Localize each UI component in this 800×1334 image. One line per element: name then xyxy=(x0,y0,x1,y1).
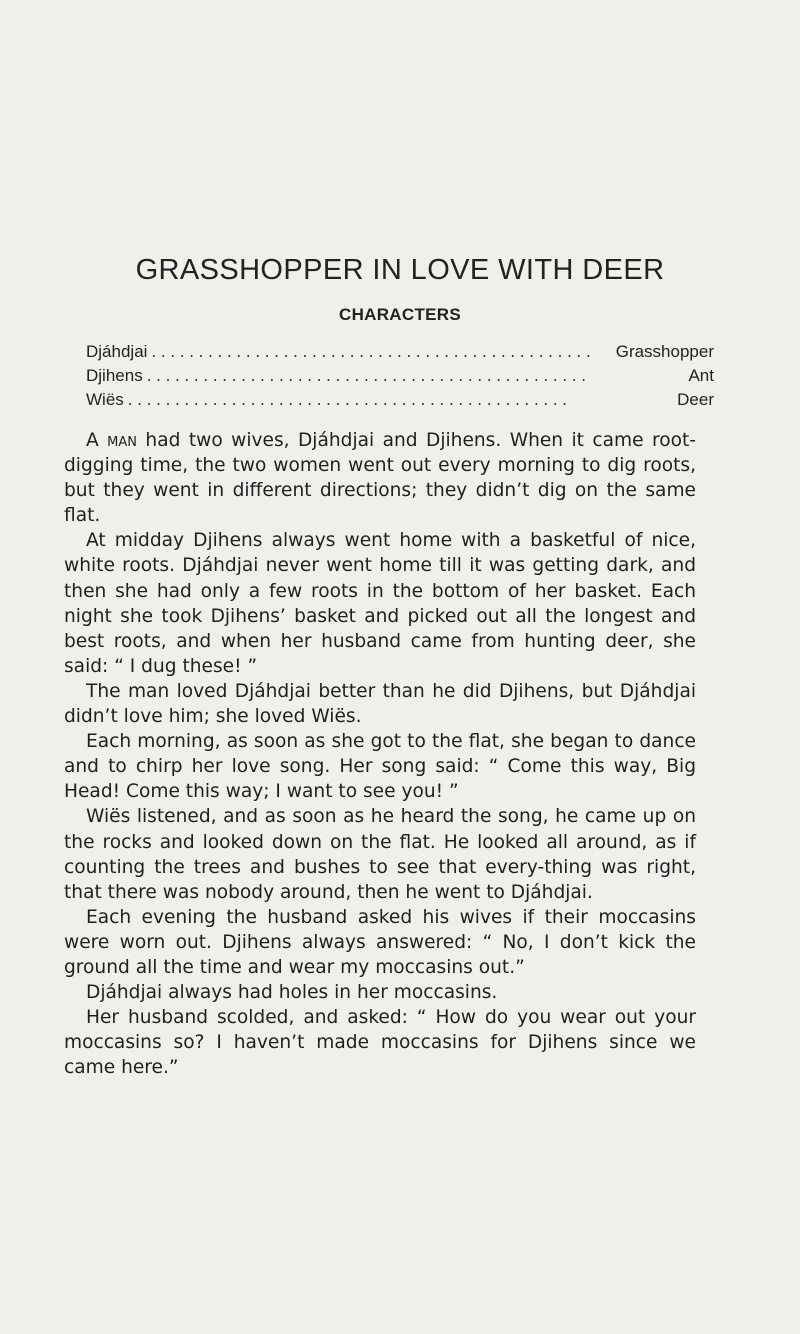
character-row xyxy=(86,388,714,412)
character-role: Grasshopper xyxy=(615,342,714,361)
character-role: Ant xyxy=(688,366,714,385)
paragraph xyxy=(64,428,696,528)
paragraph: Each evening the husband asked his wives if their moccasins were worn out. Djihens always answered: “ No, I don’t kick the ground all the time and wear my moccasins out.” xyxy=(64,906,696,978)
dot-leader xyxy=(143,364,689,388)
characters-heading: CHARACTERS xyxy=(339,305,461,324)
story-body xyxy=(64,428,696,1080)
character-role: Deer xyxy=(677,390,714,409)
opening-smallcaps: man xyxy=(107,430,137,451)
paragraph: At midday Djihens always went home with a basketful of nice, white roots. Djáhdjai never went home till it was getting dark, and then she had only a few roots in the bottom of her basket. Each night she took Djihens’ basket and picked out all the longest and best roots, and when her husband came from hunting deer, she said: “ I dug these! ” xyxy=(64,530,696,677)
paragraph: Each morning, as soon as she got to the flat, she began to dance and to chirp her love song. Her song said: “ Come this way, Big Head! Come this way; I want to see you! ” xyxy=(64,731,696,803)
character-name: Djáhdjai xyxy=(86,342,148,361)
character-row xyxy=(86,364,714,388)
opening-word: A xyxy=(86,430,108,451)
paragraph: Wiës listened, and as soon as he heard the song, he came up on the rocks and looked down on the flat. He looked all around, as if counting the trees and bushes to see that every-thing was right, that there was nobody around, then he went to Djáhdjai. xyxy=(64,806,696,903)
paragraph: Djáhdjai always had holes in her moccasins. xyxy=(86,982,498,1004)
paragraph: The man loved Djáhdjai better than he did Djihens, but Djáhdjai didn’t love him; she loved Wiës. xyxy=(64,680,696,728)
paragraph-text: had two wives, Djáhdjai and Djihens. When it came root-digging time, the two women went out every morning to dig roots, but they went in different directions; they didn’t dig on the same flat. xyxy=(64,430,696,527)
character-name: Djihens xyxy=(86,366,143,385)
dot-leader xyxy=(124,388,677,412)
character-list xyxy=(86,340,714,412)
character-row xyxy=(86,340,714,364)
story-title: GRASSHOPPER IN LOVE WITH DEER xyxy=(135,254,665,286)
paragraph: Her husband scolded, and asked: “ How do you wear out your moccasins so? I haven’t made moccasins for Djihens since we came here.” xyxy=(64,1007,696,1079)
dot-leader xyxy=(147,340,615,364)
character-name: Wiës xyxy=(86,390,124,409)
